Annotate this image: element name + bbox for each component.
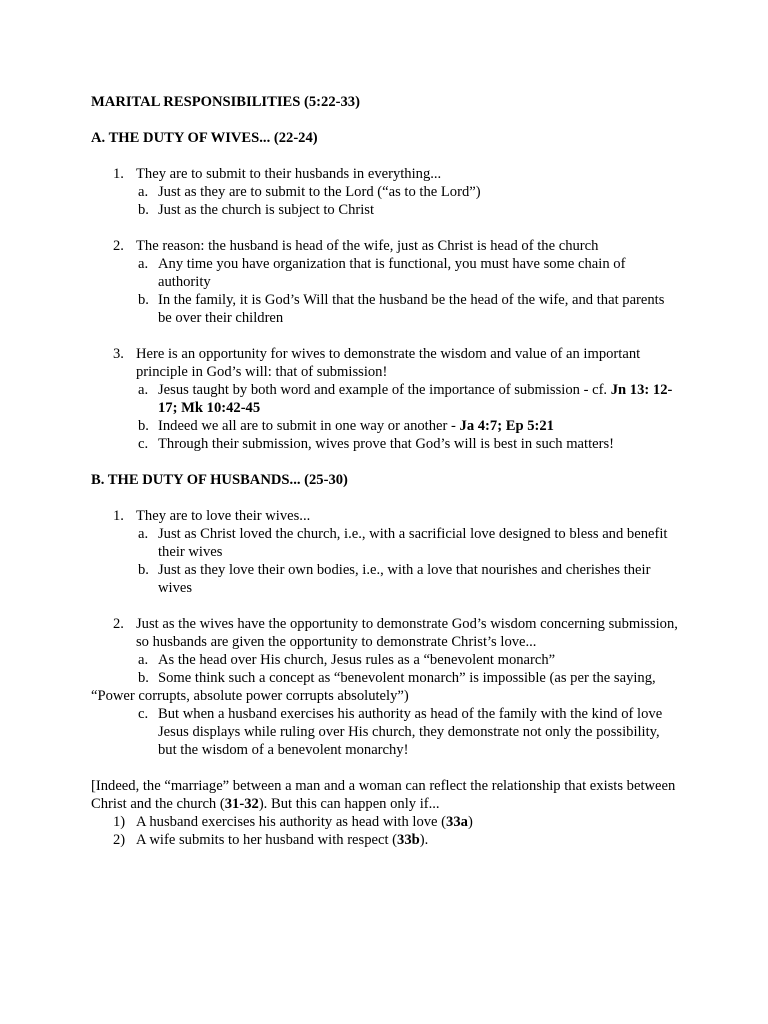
- scripture-reference: Ja 4:7; Ep 5:21: [459, 418, 554, 434]
- item-text: A husband exercises his authority as head with love (: [136, 814, 447, 830]
- sub-letter: a.: [138, 652, 149, 668]
- point-number: 2.: [113, 238, 124, 254]
- point-number: 1.: [113, 166, 124, 182]
- section-b-point-1: [91, 507, 681, 597]
- sub-text: Just as they love their own bodies, i.e., with a love that nourishes and cherishes their wives: [158, 562, 651, 596]
- sub-letter: c.: [138, 706, 149, 722]
- document-title: MARITAL RESPONSIBILITIES (5:22-33): [91, 94, 360, 110]
- sub-text: Some think such a concept as “benevolent monarch” is impossible (as per the saying, “Power corrupts, absolute power corrupts absolutely”): [91, 670, 656, 704]
- section-a-point-2: [91, 237, 681, 327]
- point-number: 3.: [113, 346, 124, 362]
- closing-text-1: [Indeed, the “marriage” between a man and a woman can reflect the relationship that exists between Christ and the church (: [91, 778, 676, 812]
- closing-paragraph: [91, 777, 681, 813]
- section-b-point-2: [91, 615, 681, 759]
- sub-text: As the head over His church, Jesus rules as a “benevolent monarch”: [158, 652, 556, 668]
- sub-letter: a.: [138, 382, 149, 398]
- sub-text: But when a husband exercises his authority as head of the family with the kind of love Jesus displays while ruling over His church, they demonstrate not only the possibility, but the wisdom of a benevolent monarchy!: [158, 706, 663, 758]
- sub-text: Just as the church is subject to Christ: [158, 202, 375, 218]
- point-number: 1.: [113, 508, 124, 524]
- sub-text: Just as they are to submit to the Lord (“as to the Lord”): [158, 184, 481, 200]
- item-end: ): [467, 814, 473, 830]
- scripture-reference: 33a: [446, 814, 468, 830]
- section-a-point-3: [91, 345, 681, 453]
- point-number: 2.: [113, 616, 124, 632]
- point-text: They are to love their wives...: [136, 508, 311, 524]
- sub-letter: b.: [138, 562, 149, 578]
- sub-text: Any time you have organization that is functional, you must have some chain of authority: [158, 256, 626, 290]
- sub-text: Through their submission, wives prove that God’s will is best in such matters!: [158, 436, 615, 452]
- scripture-reference: Jn 13: 12-17; Mk 10:42-45: [158, 382, 673, 416]
- sub-letter: b.: [138, 292, 149, 308]
- point-text: Just as the wives have the opportunity to demonstrate God’s wisdom concerning submission, so husbands are given the opportunity to demonstrate Christ’s love...: [136, 616, 678, 650]
- sub-letter: a.: [138, 256, 149, 272]
- closing-text-2: ). But this can happen only if...: [258, 796, 440, 812]
- scripture-reference: 31-32: [224, 796, 259, 812]
- item-number: 2): [113, 832, 126, 848]
- closing-item-2: [91, 831, 681, 849]
- sub-letter: b.: [138, 418, 149, 434]
- point-text: Here is an opportunity for wives to demonstrate the wisdom and value of an important principle in God’s will: that of submission!: [136, 346, 641, 380]
- sub-item-flat: [91, 669, 681, 705]
- sub-letter: a.: [138, 184, 149, 200]
- item-text: A wife submits to her husband with respect (: [136, 832, 398, 848]
- item-end: ).: [419, 832, 429, 848]
- point-text: They are to submit to their husbands in everything...: [136, 166, 442, 182]
- section-b-heading: B. THE DUTY OF HUSBANDS... (25-30): [91, 472, 348, 488]
- sub-text: Indeed we all are to submit in one way or another -: [158, 418, 460, 434]
- section-a-point-1: [91, 165, 681, 219]
- point-text: The reason: the husband is head of the wife, just as Christ is head of the church: [136, 238, 599, 254]
- sub-text: In the family, it is God’s Will that the husband be the head of the wife, and that parents be over their children: [158, 292, 665, 326]
- sub-letter: a.: [138, 526, 149, 542]
- sub-letter: b.: [138, 670, 149, 686]
- closing-item-1: [91, 813, 681, 831]
- sub-text: Jesus taught by both word and example of the importance of submission - cf.: [158, 382, 611, 398]
- sub-text: Just as Christ loved the church, i.e., with a sacrificial love designed to bless and benefit their wives: [158, 526, 668, 560]
- section-a-heading: A. THE DUTY OF WIVES... (22-24): [91, 130, 318, 146]
- item-number: 1): [113, 814, 126, 830]
- sub-letter: c.: [138, 436, 149, 452]
- scripture-reference: 33b: [397, 832, 420, 848]
- document-page: [91, 93, 681, 849]
- sub-letter: b.: [138, 202, 149, 218]
